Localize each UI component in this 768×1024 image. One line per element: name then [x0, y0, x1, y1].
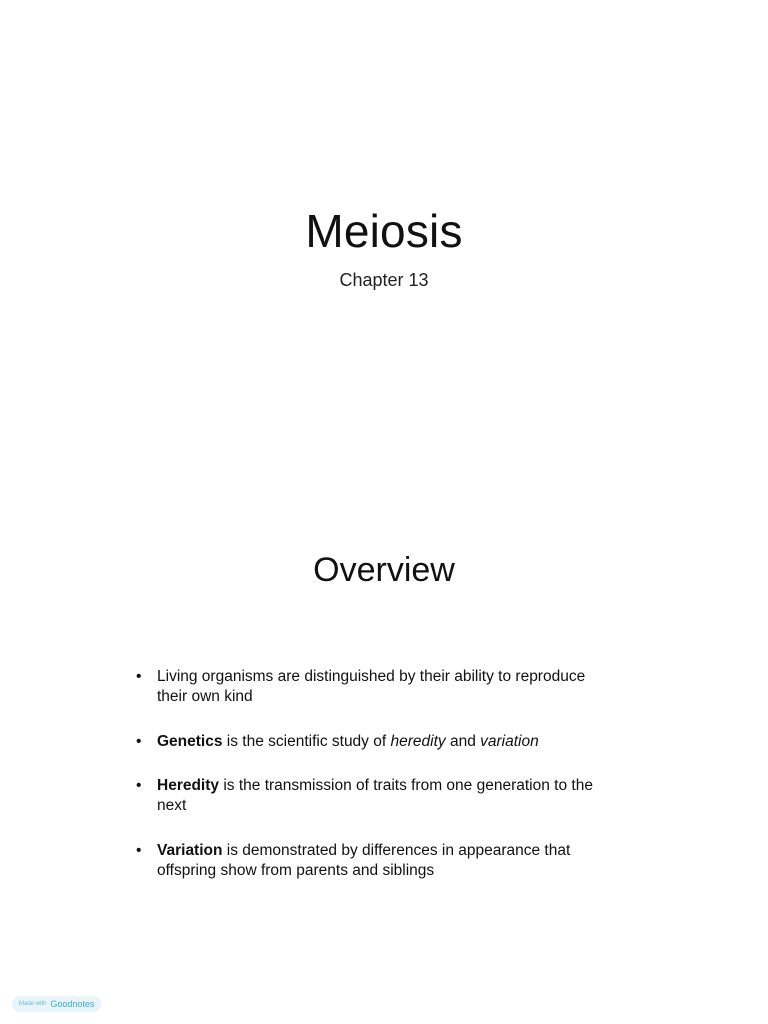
bullet-icon: •: [136, 668, 142, 685]
bullet-text: is the scientific study of: [222, 733, 391, 750]
bullet-icon: •: [136, 733, 142, 750]
bullet-text: and: [445, 733, 481, 750]
list-item: [136, 732, 616, 752]
slide-subtitle: Chapter 13: [339, 270, 429, 290]
term-variation: variation: [480, 733, 539, 750]
term-genetics: Genetics: [157, 733, 223, 750]
term-heredity-bold: Heredity: [157, 777, 220, 794]
slide-title: Meiosis: [305, 205, 463, 257]
bullet-text: is the transmission of traits from one generation to the next: [157, 777, 593, 814]
bullet-text: is demonstrated by differences in appearance that offspring show from parents and siblings: [157, 842, 571, 879]
bullet-icon: •: [136, 842, 142, 859]
term-heredity: heredity: [390, 733, 446, 750]
section-title: Overview: [313, 551, 455, 589]
list-item: [136, 841, 616, 881]
list-item: [136, 776, 616, 816]
badge-prefix: Made with: [19, 1001, 47, 1007]
bullet-list: [136, 667, 616, 906]
badge-brand: Goodnotes: [50, 999, 95, 1009]
term-variation-bold: Variation: [157, 842, 223, 859]
bullet-text: Living organisms are distinguished by their ability to reproduce their own kind: [157, 668, 586, 705]
bullet-icon: •: [136, 777, 142, 794]
list-item: [136, 667, 616, 707]
made-with-goodnotes-badge: [12, 996, 101, 1012]
